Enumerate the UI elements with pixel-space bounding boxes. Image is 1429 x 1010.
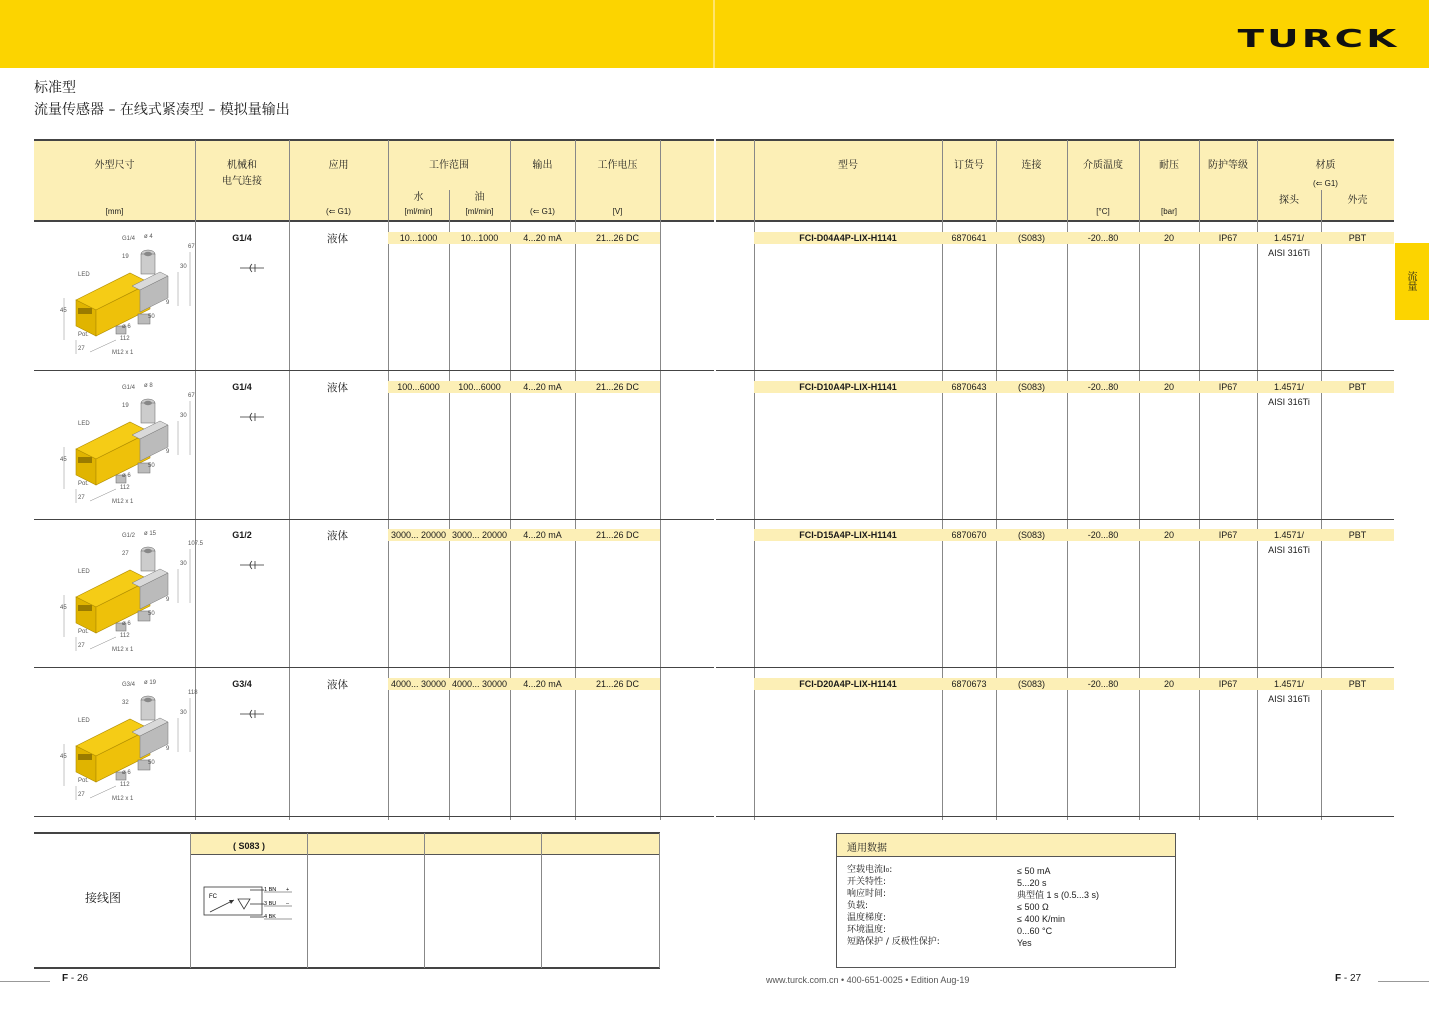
- col-dimensions-unit: [mm]: [105, 207, 124, 216]
- row-divider: [716, 519, 1394, 520]
- range-water: 3000... 20000: [390, 530, 447, 540]
- thread-label: G1/4: [122, 385, 136, 391]
- ident-no: 6870673: [951, 679, 987, 689]
- col-oil: 油: [474, 192, 485, 203]
- pressure: 20: [1163, 530, 1174, 540]
- connection: (S083): [1017, 530, 1045, 540]
- page-subtitle: 流量传感器 – 在线式紧凑型 – 模拟量输出: [34, 102, 290, 118]
- length-label: 112: [120, 782, 130, 788]
- side-label: 45: [60, 754, 67, 760]
- gap-label: 9: [166, 746, 170, 752]
- diameter-label: ø 15: [144, 531, 157, 537]
- row-divider: [716, 816, 1394, 817]
- col-pressure-unit: [bar]: [1160, 207, 1177, 216]
- general-data-label: 温度梯度:: [847, 913, 887, 923]
- output: 4...20 mA: [523, 233, 562, 243]
- turck-logo: TURCK: [1237, 24, 1399, 53]
- length-label: 112: [120, 485, 130, 491]
- col-application-unit: (⇐ G1): [326, 207, 351, 216]
- thread-label: G1/4: [122, 236, 136, 242]
- col-type: 型号: [838, 160, 858, 171]
- length-b-label: 50: [148, 760, 155, 766]
- wiring-bk: 4 BK: [264, 914, 276, 920]
- depth-label: 30: [180, 710, 187, 716]
- side-tab-flow[interactable]: 流量: [1395, 243, 1429, 320]
- depth-label: 30: [180, 561, 187, 567]
- length-b-label: 50: [148, 463, 155, 469]
- general-data-value: Yes: [1017, 938, 1032, 948]
- col-pressure: 耐压: [1159, 160, 1179, 171]
- depth-label: 30: [180, 413, 187, 419]
- width-label: 19: [122, 403, 129, 409]
- protection: IP67: [1218, 530, 1238, 540]
- led-label: LED: [78, 421, 90, 427]
- range-oil: 10...1000: [460, 233, 499, 243]
- length-b-label: 50: [148, 611, 155, 617]
- type-code: FCI-D04A4P-LIX-H1141: [799, 233, 897, 243]
- wiring-minus: –: [286, 901, 290, 907]
- application: 液体: [327, 382, 348, 394]
- wiring-diagram: [200, 882, 300, 922]
- col-probe: 探头: [1279, 195, 1299, 206]
- probe-material: 1.4571/: [1273, 679, 1305, 689]
- ident-no: 6870670: [951, 530, 987, 540]
- col-medium-temp-unit: [°C]: [1096, 207, 1110, 216]
- diameter-label: ø 4: [144, 234, 153, 240]
- col-voltage: 工作电压: [597, 160, 638, 171]
- housing-material: PBT: [1348, 530, 1367, 540]
- col-water-unit: [ml/min]: [404, 207, 433, 216]
- thread-m12-label: M12 x 1: [112, 647, 134, 653]
- diameter-label: ø 8: [144, 383, 153, 389]
- voltage: 21...26 DC: [595, 679, 640, 689]
- ident-no: 6870641: [951, 233, 987, 243]
- general-data-title: 通用数据: [847, 843, 887, 854]
- col-mech-elec-2: 电气连接: [222, 176, 262, 187]
- dimension-drawing: [50, 228, 200, 368]
- wiring-code: ( S083 ): [232, 841, 265, 851]
- length-label: 112: [120, 336, 130, 342]
- side-label: 45: [60, 457, 67, 463]
- general-data-value: 5...20 s: [1017, 878, 1047, 888]
- offset-label: 27: [78, 495, 85, 501]
- pipe-connection-icon: [238, 412, 266, 422]
- col-mech-elec-1: 机械和: [227, 160, 257, 171]
- probe-material-2: AISI 316Ti: [1268, 248, 1310, 258]
- height-label: 118: [188, 690, 198, 696]
- page-title: 标准型: [34, 80, 76, 96]
- page-number-right: F - 27: [1335, 973, 1362, 984]
- pot-label: Pot.: [78, 778, 89, 784]
- col-housing: 外壳: [1347, 195, 1368, 206]
- page-number-left: F - 26: [62, 973, 89, 984]
- wiring-plus: +: [286, 887, 290, 893]
- wiring-bn: 1 BN: [264, 887, 277, 893]
- general-data-value: ≤ 50 mA: [1017, 866, 1051, 876]
- general-data-label: 空载电流I₀:: [847, 865, 893, 875]
- diameter-label: ø 19: [144, 680, 157, 686]
- range-water: 4000... 30000: [390, 679, 447, 689]
- col-range: 工作范围: [429, 160, 469, 171]
- top-banner: [0, 0, 1429, 68]
- probe-material-2: AISI 316Ti: [1268, 397, 1310, 407]
- gap-label: 9: [166, 597, 170, 603]
- depth-label: 30: [180, 264, 187, 270]
- range-water: 10...1000: [399, 233, 438, 243]
- col-connection: 连接: [1021, 160, 1042, 171]
- thread-size: G3/4: [232, 679, 252, 689]
- width-label: 32: [122, 700, 129, 706]
- general-data-label: 开关特性:: [847, 877, 887, 887]
- row-divider: [34, 816, 714, 817]
- bore-label: ø 6: [122, 324, 131, 330]
- side-label: 45: [60, 308, 67, 314]
- pipe-connection-icon: [238, 560, 266, 570]
- col-oil-unit: [ml/min]: [465, 207, 494, 216]
- pressure: 20: [1163, 382, 1174, 392]
- probe-material-2: AISI 316Ti: [1268, 694, 1310, 704]
- led-window: [78, 308, 92, 314]
- height-label: 67: [188, 393, 195, 399]
- medium-temp: -20...80: [1087, 679, 1119, 689]
- bore-label: ø 6: [122, 621, 131, 627]
- range-water: 100...6000: [397, 382, 440, 392]
- medium-temp: -20...80: [1087, 233, 1119, 243]
- wiring-fc: FC: [209, 894, 217, 900]
- thread-label: G1/2: [122, 533, 136, 539]
- voltage: 21...26 DC: [595, 530, 640, 540]
- type-code: FCI-D20A4P-LIX-H1141: [799, 679, 897, 689]
- dimension-drawing: [50, 674, 200, 814]
- col-application: 应用: [328, 160, 349, 171]
- ident-no: 6870643: [951, 382, 987, 392]
- pipe-connection-icon: [238, 709, 266, 719]
- wiring-diode: [238, 899, 250, 909]
- general-data-value: 典型值 1 s (0.5...3 s): [1017, 890, 1100, 900]
- col-output-unit: (⇐ G1): [530, 207, 555, 216]
- general-data-box: [836, 833, 1176, 968]
- thread-m12-label: M12 x 1: [112, 796, 134, 802]
- divider: [34, 139, 714, 141]
- col-material-note: (⇐ G1): [1313, 179, 1338, 188]
- general-data-label: 负载:: [847, 901, 869, 911]
- general-data-label: 环境温度:: [847, 925, 887, 935]
- row-divider: [716, 370, 1394, 371]
- pipe-connection-icon: [238, 263, 266, 273]
- led-window: [78, 754, 92, 760]
- general-data-value: 0...60 °C: [1017, 926, 1053, 936]
- offset-label: 27: [78, 643, 85, 649]
- range-oil: 4000... 30000: [451, 679, 508, 689]
- connection: (S083): [1017, 233, 1045, 243]
- pressure: 20: [1163, 233, 1174, 243]
- application: 液体: [327, 679, 348, 691]
- col-protection: 防护等级: [1208, 160, 1248, 171]
- probe-material-2: AISI 316Ti: [1268, 545, 1310, 555]
- wiring-label: 接线图: [85, 891, 122, 905]
- led-label: LED: [78, 718, 90, 724]
- bore-label: ø 6: [122, 770, 131, 776]
- range-oil: 100...6000: [458, 382, 501, 392]
- led-label: LED: [78, 272, 90, 278]
- bore-label: ø 6: [122, 473, 131, 479]
- divider: [34, 967, 660, 969]
- general-data-label: 响应时间:: [847, 889, 887, 899]
- connection: (S083): [1017, 382, 1045, 392]
- pot-label: Pot.: [78, 481, 89, 487]
- thread-size: G1/4: [232, 382, 252, 392]
- medium-temp: -20...80: [1087, 530, 1119, 540]
- row-divider: [716, 667, 1394, 668]
- footer-url[interactable]: www.turck.com.cn • 400-651-0025 • Edition Aug-19: [766, 975, 970, 985]
- width-label: 19: [122, 254, 129, 260]
- housing-material: PBT: [1348, 679, 1367, 689]
- row-divider: [34, 667, 714, 668]
- thread-m12-label: M12 x 1: [112, 350, 134, 356]
- row-divider: [34, 370, 714, 371]
- col-medium-temp: 介质温度: [1083, 160, 1123, 171]
- gap-label: 9: [166, 300, 170, 306]
- general-data-label: 短路保护 / 反极性保护:: [847, 937, 940, 947]
- thread-size: G1/4: [232, 233, 252, 243]
- output: 4...20 mA: [523, 679, 562, 689]
- protection: IP67: [1218, 679, 1238, 689]
- type-code: FCI-D15A4P-LIX-H1141: [799, 530, 897, 540]
- connection: (S083): [1017, 679, 1045, 689]
- type-code: FCI-D10A4P-LIX-H1141: [799, 382, 897, 392]
- gap-label: 9: [166, 449, 170, 455]
- side-label: 45: [60, 605, 67, 611]
- height-label: 107.5: [188, 541, 204, 547]
- divider: [716, 220, 1394, 222]
- general-data-value: ≤ 400 K/min: [1017, 914, 1065, 924]
- pot-label: Pot.: [78, 629, 89, 635]
- probe-material: 1.4571/: [1273, 382, 1305, 392]
- col-ident: 订货号: [954, 160, 984, 171]
- led-window: [78, 457, 92, 463]
- led-label: LED: [78, 569, 90, 575]
- led-window: [78, 605, 92, 611]
- col-material: 材质: [1315, 160, 1336, 171]
- application: 液体: [327, 233, 348, 245]
- col-voltage-unit: [V]: [612, 207, 623, 216]
- height-label: 67: [188, 244, 195, 250]
- length-b-label: 50: [148, 314, 155, 320]
- application: 液体: [327, 530, 348, 542]
- thread-m12-label: M12 x 1: [112, 499, 134, 505]
- col-water: 水: [413, 192, 424, 203]
- thread-label: G3/4: [122, 682, 136, 688]
- output: 4...20 mA: [523, 382, 562, 392]
- protection: IP67: [1218, 233, 1238, 243]
- probe-material: 1.4571/: [1273, 233, 1305, 243]
- pressure: 20: [1163, 679, 1174, 689]
- range-oil: 3000... 20000: [451, 530, 508, 540]
- dimension-drawing: [50, 377, 200, 517]
- divider: [34, 220, 714, 222]
- voltage: 21...26 DC: [595, 233, 640, 243]
- medium-temp: -20...80: [1087, 382, 1119, 392]
- col-output: 输出: [532, 160, 553, 171]
- width-label: 27: [122, 551, 129, 557]
- length-label: 112: [120, 633, 130, 639]
- housing-material: PBT: [1348, 233, 1367, 243]
- voltage: 21...26 DC: [595, 382, 640, 392]
- pot-label: Pot.: [78, 332, 89, 338]
- divider: [716, 139, 1394, 141]
- housing-material: PBT: [1348, 382, 1367, 392]
- protection: IP67: [1218, 382, 1238, 392]
- dimension-drawing: [50, 525, 204, 665]
- offset-label: 27: [78, 346, 85, 352]
- row-divider: [34, 519, 714, 520]
- probe-material: 1.4571/: [1273, 530, 1305, 540]
- thread-size: G1/2: [232, 530, 252, 540]
- offset-label: 27: [78, 792, 85, 798]
- wiring-bu: 3 BU: [264, 901, 277, 907]
- general-data-value: ≤ 500 Ω: [1017, 902, 1049, 912]
- output: 4...20 mA: [523, 530, 562, 540]
- col-dimensions: 外型尺寸: [94, 160, 135, 171]
